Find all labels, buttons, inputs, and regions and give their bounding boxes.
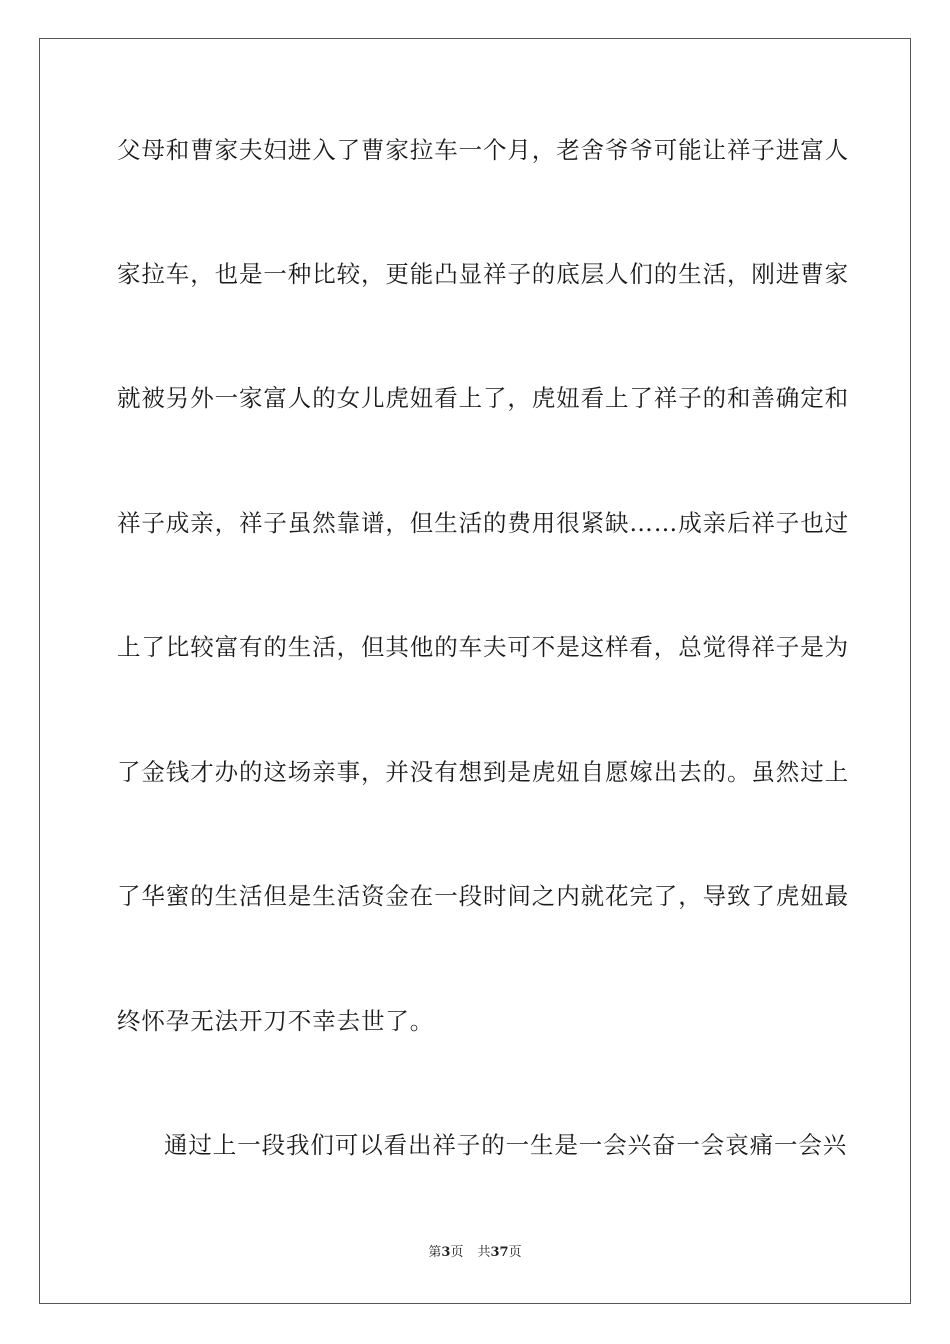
body-text-line-7: 了华蜜的生活但是生活资金在一段时间之内就花完了，导致了虎妞最 xyxy=(117,882,849,910)
body-text-line-5: 上了比较富有的生活，但其他的车夫可不是这样看，总觉得祥子是为 xyxy=(117,633,849,661)
page-number: 3 xyxy=(441,1245,451,1260)
page-border xyxy=(39,38,911,1304)
total-label-suffix: 页 xyxy=(508,1245,522,1260)
body-text-line-6: 了金钱才办的这场亲事，并没有想到是虎妞自愿嫁出去的。虽然过上 xyxy=(117,758,849,786)
total-pages: 37 xyxy=(490,1245,509,1260)
body-text-line-3: 就被另外一家富人的女儿虎妞看上了，虎妞看上了祥子的和善确定和 xyxy=(117,384,849,412)
body-text-line-1: 父母和曹家夫妇进入了曹家拉车一个月，老舍爷爷可能让祥子进富人 xyxy=(117,136,849,164)
body-text-line-4: 祥子成亲，祥子虽然靠谱，但生活的费用很紧缺……成亲后祥子也过 xyxy=(117,509,849,537)
total-label-prefix: 共 xyxy=(477,1245,491,1260)
page-label-suffix: 页 xyxy=(450,1245,464,1260)
body-text-line-8: 终怀孕无法开刀不幸去世了。 xyxy=(117,1007,435,1035)
body-text-line-2: 家拉车，也是一种比较，更能凸显祥子的底层人们的生活，刚进曹家 xyxy=(117,260,849,288)
page-label-prefix: 第 xyxy=(428,1245,442,1260)
page-footer xyxy=(0,1245,950,1261)
body-text-line-9: 通过上一段我们可以看出祥子的一生是一会兴奋一会哀痛一会兴 xyxy=(164,1131,848,1159)
